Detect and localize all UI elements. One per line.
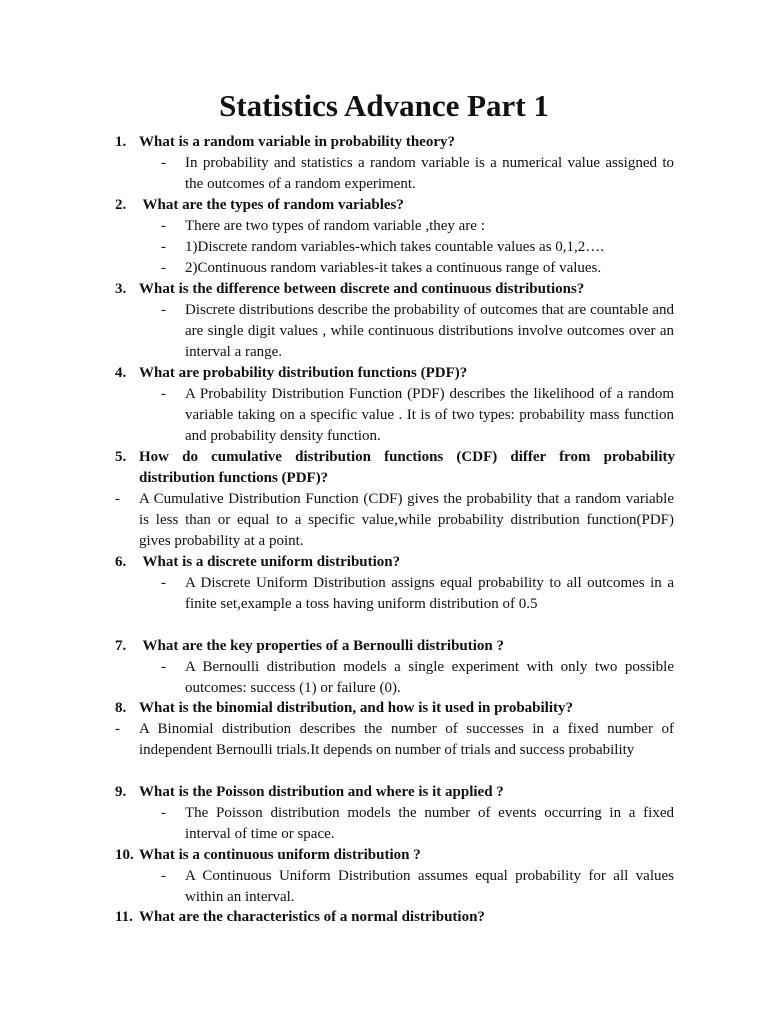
question-4: [115, 363, 675, 384]
question-text: What are the characteristics of a normal distribution?: [139, 909, 485, 925]
bullet-dash: -: [161, 805, 166, 821]
answer-item: [115, 489, 674, 552]
page-title: Statistics Advance Part 1: [219, 88, 549, 123]
question-text: What is a discrete uniform distribution?: [139, 554, 401, 570]
question-number: 5.: [115, 449, 127, 465]
answer-text: 2)Continuous random variables-it takes a continuous range of values.: [185, 260, 602, 276]
answer-text: Discrete distributions describe the probability of outcomes that are countable and are single digit values , while continuous distributions involve outcomes over an interval a range.: [185, 302, 674, 360]
question-3: [115, 279, 675, 300]
question-text: How do cumulative distribution functions (CDF) differ from probability distribution functions (PDF)?: [139, 449, 675, 486]
bullet-dash: -: [161, 239, 166, 255]
question-6: [115, 552, 675, 573]
answer-item: [161, 657, 674, 699]
answer-item: [161, 153, 674, 195]
bullet-dash: -: [115, 491, 120, 507]
question-7: [115, 636, 675, 657]
answer-item: [161, 384, 674, 447]
answer-text: A Probability Distribution Function (PDF) describes the likelihood of a random variable taking on a specific value . It is of two types: probability mass function and probability density function.: [185, 386, 674, 444]
answer-item: [161, 237, 674, 258]
question-text: What are the types of random variables?: [139, 197, 404, 213]
question-8: [115, 698, 675, 719]
bullet-dash: -: [161, 575, 166, 591]
question-number: 3.: [115, 281, 127, 297]
answer-item: [161, 258, 674, 279]
answer-text: 1)Discrete random variables-which takes countable values as 0,1,2….: [185, 239, 605, 255]
question-text: What is the binomial distribution, and how is it used in probability?: [139, 700, 574, 716]
question-5: [115, 447, 675, 489]
answer-item: [161, 573, 674, 615]
bullet-dash: -: [161, 218, 166, 234]
question-text: What is a continuous uniform distribution ?: [139, 847, 421, 863]
answer-item: [115, 719, 674, 761]
question-text: What are probability distribution functions (PDF)?: [139, 365, 468, 381]
bullet-dash: -: [115, 721, 120, 737]
question-2: [115, 195, 675, 216]
question-11: [115, 907, 675, 928]
question-number: 9.: [115, 784, 127, 800]
answer-item: [161, 803, 674, 845]
question-9: [115, 782, 675, 803]
question-text: What is the difference between discrete and continuous distributions?: [139, 281, 585, 297]
question-number: 11.: [115, 909, 133, 925]
answer-text: The Poisson distribution models the number of events occurring in a fixed interval of time or space.: [185, 805, 674, 842]
question-number: 7.: [115, 638, 127, 654]
question-1: [115, 132, 675, 153]
answer-item: [161, 866, 674, 908]
bullet-dash: -: [161, 155, 166, 171]
question-text: What is the Poisson distribution and where is it applied ?: [139, 784, 504, 800]
answer-text: In probability and statistics a random variable is a numerical value assigned to the outcomes of a random experiment.: [185, 155, 674, 192]
bullet-dash: -: [161, 302, 166, 318]
question-number: 8.: [115, 700, 127, 716]
answer-text: A Bernoulli distribution models a single experiment with only two possible outcomes: success (1) or failure (0).: [185, 659, 674, 696]
question-number: 10.: [115, 847, 134, 863]
bullet-dash: -: [161, 260, 166, 276]
answer-text: There are two types of random variable ,they are :: [185, 218, 485, 234]
question-10: [115, 845, 675, 866]
question-text: What are the key properties of a Bernoulli distribution ?: [139, 638, 505, 654]
answer-text: A Discrete Uniform Distribution assigns equal probability to all outcomes in a finite set,example a toss having uniform distribution of 0.5: [185, 575, 674, 612]
answer-item: [161, 300, 674, 363]
question-number: 2.: [115, 197, 127, 213]
question-text: What is a random variable in probability theory?: [139, 134, 455, 150]
answer-text: A Continuous Uniform Distribution assumes equal probability for all values within an interval.: [185, 868, 674, 905]
answer-text: A Binomial distribution describes the number of successes in a fixed number of independent Bernoulli trials.It depends on number of trials and success probability: [139, 721, 674, 758]
bullet-dash: -: [161, 386, 166, 402]
question-number: 6.: [115, 554, 127, 570]
bullet-dash: -: [161, 659, 166, 675]
answer-item: [161, 216, 674, 237]
question-number: 4.: [115, 365, 127, 381]
answer-text: A Cumulative Distribution Function (CDF) gives the probability that a random variable is less than or equal to a specific value,while probability distribution function(PDF) gives probability at a point.: [139, 491, 674, 549]
question-number: 1.: [115, 134, 127, 150]
bullet-dash: -: [161, 868, 166, 884]
